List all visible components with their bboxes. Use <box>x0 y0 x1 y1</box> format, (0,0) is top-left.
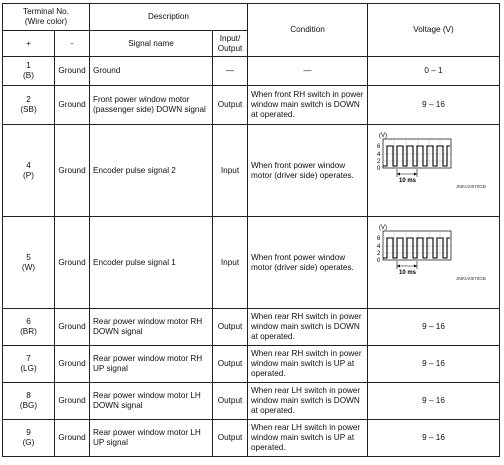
signal-cell: Rear power window motor LH UP signal <box>90 420 213 457</box>
table-row <box>3 309 500 346</box>
terminal-cell: 1 (B) <box>3 57 55 86</box>
voltage-cell: 9 – 16 <box>368 86 500 125</box>
table-row <box>3 346 500 383</box>
figure-ref: JMKIA0070GB <box>456 276 486 281</box>
voltage-header: Voltage (V) <box>368 4 500 57</box>
tick-label: 4 <box>377 152 381 158</box>
condition-cell: When rear LH switch in power window main switch is DOWN at operated. <box>248 383 368 420</box>
condition-cell: When front RH switch in power window main switch is DOWN at operated. <box>248 86 368 125</box>
io-cell: Input <box>213 125 248 217</box>
signal-cell: Rear power window motor LH DOWN signal <box>90 383 213 420</box>
voltage-cell: 9 – 16 <box>368 346 500 383</box>
table-row <box>3 420 500 457</box>
terminal-cell: 5 (W) <box>3 217 55 309</box>
voltage-cell <box>368 125 500 217</box>
unit-label: (V) <box>379 225 387 231</box>
signal-cell: Encoder pulse signal 1 <box>90 217 213 309</box>
terminal-cell: 7 (LG) <box>3 346 55 383</box>
tick-label: 2 <box>377 159 381 165</box>
tick-label: 6 <box>377 236 381 242</box>
terminal-cell: 9 (G) <box>3 420 55 457</box>
condition-cell: When rear LH switch in power window main switch is UP at operated. <box>248 420 368 457</box>
signal-cell: Ground <box>90 57 213 86</box>
io-cell: Output <box>213 309 248 346</box>
condition-cell: When rear RH switch in power window main switch is DOWN at operated. <box>248 309 368 346</box>
voltage-cell: 0 – 1 <box>368 57 500 86</box>
wire-color-label: (Wire color) <box>24 17 68 26</box>
table-row <box>3 125 500 217</box>
terminal-cell: 8 (BG) <box>3 383 55 420</box>
terminal-cell: 2 (SB) <box>3 86 55 125</box>
tick-label: 0 <box>377 166 381 172</box>
io-cell: Output <box>213 86 248 125</box>
plus-header: + <box>3 31 55 57</box>
io-cell: Output <box>213 383 248 420</box>
figure-ref: JMKIA0070GB <box>456 184 486 189</box>
voltage-cell: 9 – 16 <box>368 420 500 457</box>
pulse-waveform <box>368 125 500 217</box>
terminal-cell: 6 (BR) <box>3 309 55 346</box>
ground-cell: Ground <box>55 125 90 217</box>
terminal-cell: 4 (P) <box>3 125 55 217</box>
ground-cell: Ground <box>55 346 90 383</box>
table-row <box>3 217 500 309</box>
io-cell: — <box>213 57 248 86</box>
pulse-waveform <box>368 217 500 309</box>
time-scale-label: 10 ms <box>399 178 417 184</box>
ground-cell: Ground <box>55 420 90 457</box>
ground-cell: Ground <box>55 57 90 86</box>
terminal-no-label: Terminal No. <box>23 7 69 16</box>
description-header: Description <box>90 4 248 31</box>
table-row <box>3 86 500 125</box>
tick-label: 4 <box>377 244 381 250</box>
condition-cell: — <box>248 57 368 86</box>
ground-cell: Ground <box>55 309 90 346</box>
voltage-cell: 9 – 16 <box>368 309 500 346</box>
tick-label: 2 <box>377 251 381 257</box>
condition-cell: When front power window motor (driver side) operates. <box>248 217 368 309</box>
unit-label: (V) <box>379 133 387 139</box>
io-cell: Output <box>213 346 248 383</box>
io-cell: Output <box>213 420 248 457</box>
terminal-table <box>2 3 500 457</box>
io-cell: Input <box>213 217 248 309</box>
time-scale-label: 10 ms <box>399 270 417 276</box>
condition-cell: When front power window motor (driver side) operates. <box>248 125 368 217</box>
table-row <box>3 57 500 86</box>
ground-cell: Ground <box>55 217 90 309</box>
signal-name-header: Signal name <box>90 31 213 57</box>
tick-label: 6 <box>377 144 381 150</box>
io-header: Input/ Output <box>213 31 248 57</box>
signal-cell: Rear power window motor RH UP signal <box>90 346 213 383</box>
condition-cell: When rear RH switch in power window main switch is UP at operated. <box>248 346 368 383</box>
signal-cell: Rear power window motor RH DOWN signal <box>90 309 213 346</box>
voltage-cell: 9 – 16 <box>368 383 500 420</box>
tick-label: 0 <box>377 258 381 264</box>
table-row <box>3 383 500 420</box>
terminal-header <box>3 4 90 31</box>
ground-cell: Ground <box>55 383 90 420</box>
voltage-cell <box>368 217 500 309</box>
condition-header: Condition <box>248 4 368 57</box>
signal-cell: Encoder pulse signal 2 <box>90 125 213 217</box>
minus-header: - <box>55 31 90 57</box>
signal-cell: Front power window motor (passenger side) DOWN signal <box>90 86 213 125</box>
ground-cell: Ground <box>55 86 90 125</box>
